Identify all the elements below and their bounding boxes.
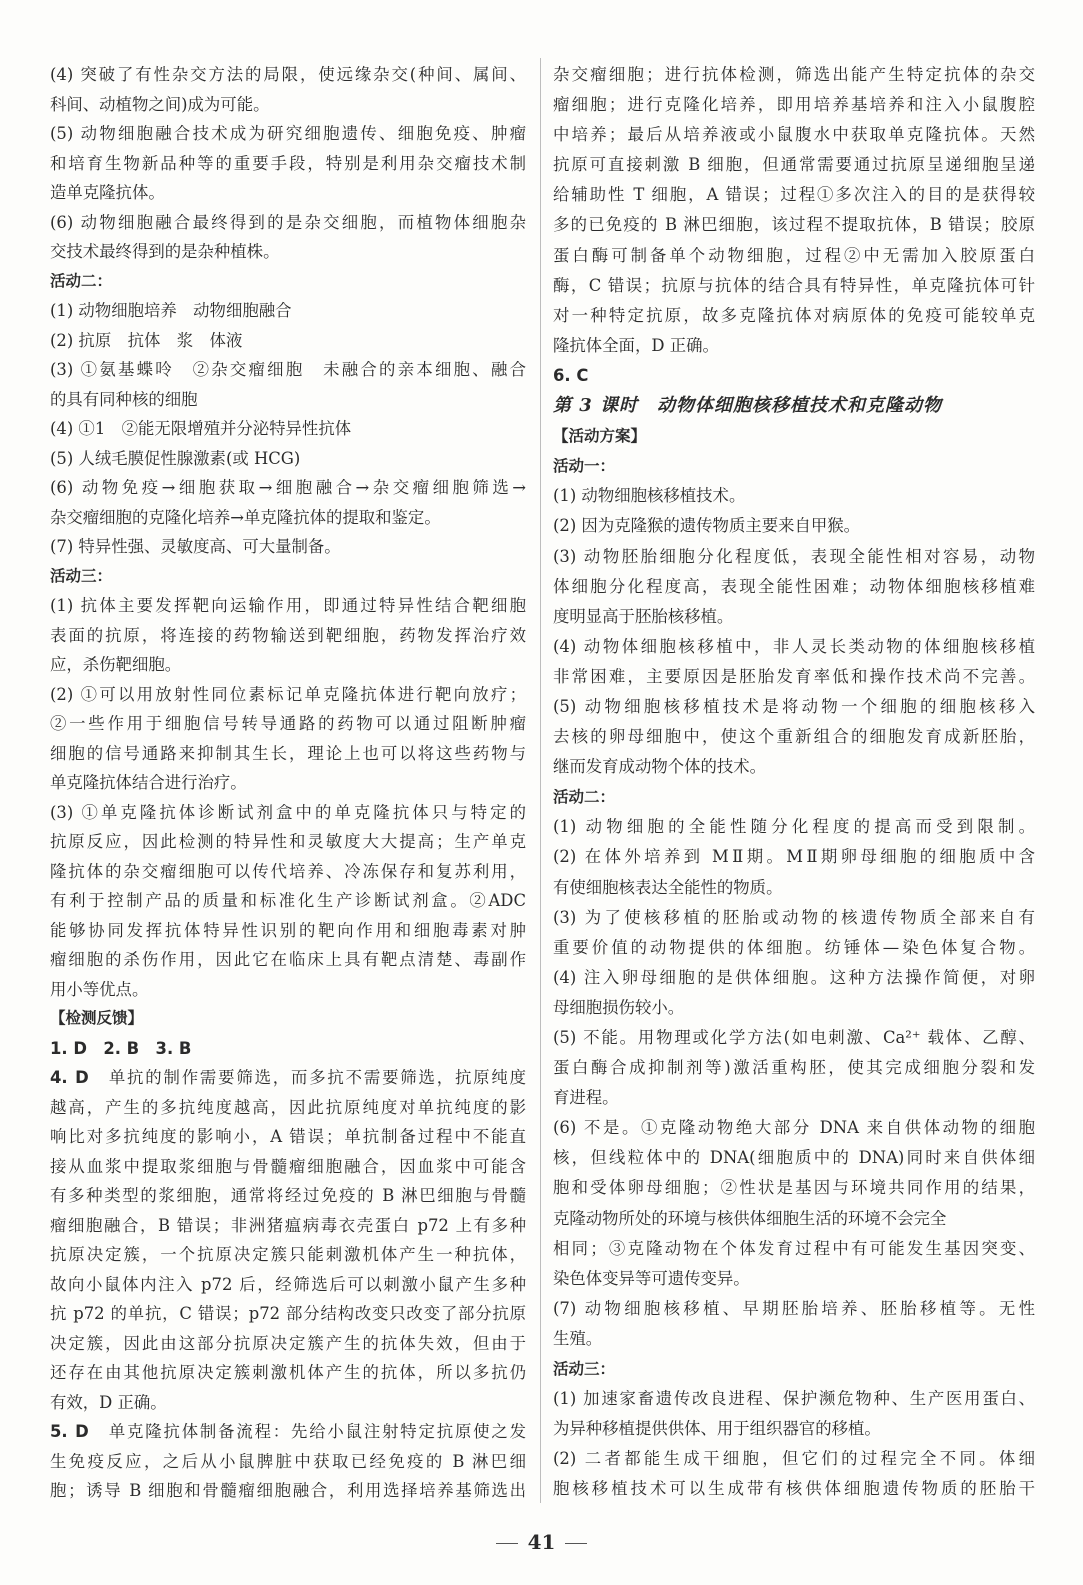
dash-right — [565, 1543, 587, 1544]
text-line: (2) 在体外培养到 MⅡ期。MⅡ期卵母细胞的细胞质中含 — [553, 847, 1035, 867]
text-line: 有效，D 正确。 — [50, 1392, 167, 1412]
text-line: (2) 二者都能生成干细胞，但它们的过程完全不同。体细 — [553, 1449, 1035, 1469]
text-line: (3) ①氨基蝶呤 ②杂交瘤细胞 未融合的亲本细胞、融合 — [50, 360, 526, 379]
answer-key: 6. C — [553, 365, 589, 385]
text-line: 单克隆抗体结合进行治疗。 — [50, 773, 247, 792]
answer-line — [553, 361, 1035, 391]
text-line: 造单克隆抗体。 — [50, 183, 165, 202]
text-line: (5) 人绒毛膜促性腺激素(或 HCG) — [50, 448, 301, 468]
text-line: 隆抗体的杂交瘤细胞可以传代培养、冷冻保存和复苏利用， — [50, 861, 526, 881]
text-line: 胞；诱导 B 细胞和骨髓瘤细胞融合，利用选择培养基筛选出 — [50, 1481, 526, 1500]
column-divider — [540, 58, 541, 1503]
text-line: (6) 动物免疫→细胞获取→细胞融合→杂交瘤细胞筛选→ — [50, 478, 526, 497]
text-line: 对一种特定抗原，故多克隆抗体对病原体的免疫可能较单克 — [553, 305, 1035, 325]
text-line: 染色体变异等可遗传变异。 — [553, 1268, 750, 1288]
text-line: 还存在由其他抗原决定簇刺激机体产生的抗体，所以多抗仍 — [50, 1363, 526, 1382]
text-line: 能够协同发挥抗体特异性识别的靶向作用和细胞毒素对肿 — [50, 920, 526, 940]
left-column — [50, 60, 526, 1506]
text-line: ②一些作用于细胞信号转导通路的药物可以通过阻断肿瘤 — [50, 714, 526, 733]
text-line: (1) 加速家畜遗传改良进程、保护濒危物种、生产医用蛋白、 — [553, 1389, 1035, 1409]
text-line: (6) 动物细胞融合最终得到的是杂交细胞，而植物体细胞杂 — [50, 212, 526, 232]
text-line: 抗原决定簇，一个抗原决定簇只能刺激机体产生一种抗体， — [50, 1245, 526, 1264]
answer-key: 1. D 2. B 3. B — [50, 1038, 192, 1058]
text-line: 交技术最终得到的是杂种植株。 — [50, 242, 280, 261]
section-heading: 活动三： — [553, 1360, 616, 1379]
lesson-title: 第 3 课时 动物体细胞核移植技术和克隆动物 — [553, 395, 943, 417]
answer-line — [50, 1417, 526, 1447]
text-line: 瘤细胞融合，B 错误；非洲猪瘟病毒衣壳蛋白 p72 上有多种 — [50, 1215, 526, 1235]
answer-line — [50, 1063, 526, 1093]
text-line: (3) ①单克隆抗体诊断试剂盒中的单克隆抗体只与特定的 — [50, 802, 526, 822]
text-line: 蛋白酶可制备单个动物细胞，过程②中无需加入胶原蛋白 — [553, 245, 1035, 265]
text-line: 继而发育成动物个体的技术。 — [553, 757, 767, 777]
text-line: 抗原可直接刺激 B 细胞，但通常需要通过抗原呈递细胞呈递 — [553, 155, 1035, 175]
text-line: 有使细胞核表达全能性的物质。 — [553, 877, 783, 897]
text-line: 育进程。 — [553, 1088, 619, 1108]
section-heading: 活动二： — [553, 788, 616, 807]
text-line: 相同；③克隆动物在个体发育过程中有可能发生基因突变、 — [553, 1238, 1035, 1258]
answer-key: 4. D — [50, 1068, 89, 1087]
text-line: (1) 动物细胞培养 动物细胞融合 — [50, 301, 292, 320]
text-line: (4) 动物体细胞核移植中，非人灵长类动物的体细胞核移植 — [553, 636, 1035, 656]
text-line: (5) 动物细胞核移植技术是将动物一个细胞的细胞核移入 — [553, 696, 1035, 716]
text-line: 重要价值的动物提供的体细胞。纺锤体—染色体复合物。 — [553, 937, 1035, 957]
text-line: 去核的卵母细胞中，使这个重新组合的细胞发育成新胚胎， — [553, 727, 1035, 747]
text-line: 科间、动植物之间)成为可能。 — [50, 94, 270, 114]
text-line: 蛋白酶合成抑制剂等)激活重构胚，使其完成细胞分裂和发 — [553, 1058, 1035, 1078]
text-line: 中培养；最后从培养液或小鼠腹水中获取单克隆抗体。天然 — [553, 125, 1035, 145]
text-line: 抗 p72 的单抗，C 错误；p72 部分结构改变只改变了部分抗原 — [50, 1304, 526, 1323]
text-line: (7) 特异性强、灵敏度高、可大量制备。 — [50, 537, 341, 556]
text-line: 体细胞分化程度高，表现全能性困难；动物体细胞核移植难 — [553, 576, 1035, 596]
text-line: 细胞的信号通路来抑制其生长，理论上也可以将这些药物与 — [50, 743, 526, 763]
text-line: (1) 抗体主要发挥靶向运输作用，即通过特异性结合靶细胞 — [50, 596, 526, 615]
text-line: (5) 不能。用物理或化学方法(如电刺激、Ca²⁺ 载体、乙醇、 — [553, 1028, 1035, 1047]
page-footer — [0, 1530, 1083, 1554]
answer-explanation: 单克隆抗体制备流程：先给小鼠注射特定抗原使之发 — [88, 1422, 526, 1441]
text-line: (4) ①1 ②能无限增殖并分泌特异性抗体 — [50, 419, 352, 438]
text-line: 为异种移植提供供体、用于组织器官的移植。 — [553, 1419, 881, 1439]
text-line: 有多种类型的浆细胞，通常将经过免疫的 B 淋巴细胞与骨髓 — [50, 1186, 526, 1205]
text-line: 酶，C 错误；抗原与抗体的结合具有特异性，单克隆抗体可针 — [553, 275, 1035, 295]
text-line: 应，杀伤靶细胞。 — [50, 655, 182, 674]
text-line: 和培育生物新品种等的重要手段，特别是利用杂交瘤技术制 — [50, 153, 526, 173]
text-line: 非常困难，主要原因是胚胎发育率低和操作技术尚不完善。 — [553, 666, 1035, 686]
answer-line — [50, 1034, 526, 1064]
text-line: (2) 抗原 抗体 浆 体液 — [50, 330, 243, 350]
right-column — [553, 60, 1035, 1505]
text-line: (6) 不是。①克隆动物绝大部分 DNA 来自供体动物的细胞 — [553, 1118, 1035, 1138]
text-line: (4) 注入卵母细胞的是供体细胞。这种方法操作简便，对卵 — [553, 967, 1035, 987]
text-line: 瘤细胞的杀伤作用，因此它在临床上具有靶点清楚、毒副作 — [50, 950, 526, 969]
text-line: 有利于控制产品的质量和标准化生产诊断试剂盒。②ADC — [50, 891, 526, 910]
text-line: 核，但线粒体中的 DNA(细胞质中的 DNA)同时来自供体细 — [553, 1148, 1035, 1168]
answer-key: 5. D — [50, 1422, 89, 1441]
text-line: 用小等优点。 — [50, 979, 149, 999]
text-line: 响比对多抗纯度的影响小，A 错误；单抗制备过程中不能直 — [50, 1127, 526, 1146]
answer-explanation: 单抗的制作需要筛选，而多抗不需要筛选，抗原纯度 — [88, 1068, 526, 1087]
text-line: 杂交瘤细胞的克隆化培养→单克隆抗体的提取和鉴定。 — [50, 507, 441, 527]
text-line: 的具有同种核的细胞 — [50, 389, 198, 409]
text-line: 母细胞损伤较小。 — [553, 997, 685, 1017]
text-line: 决定簇，因此由这部分抗原决定簇产生的抗体失效，但由于 — [50, 1333, 526, 1353]
section-heading: 【活动方案】 — [553, 427, 647, 446]
dash-left — [496, 1543, 518, 1544]
text-line: 越高，产生的多抗纯度越高，因此抗原纯度对单抗纯度的影 — [50, 1097, 526, 1117]
section-heading: 活动三： — [50, 566, 113, 585]
text-line: 生殖。 — [553, 1328, 603, 1348]
text-line: 生免疫反应，之后从小鼠脾脏中获取已经免疫的 B 淋巴细 — [50, 1451, 526, 1471]
text-line: 故向小鼠体内注入 p72 后，经筛选后可以刺激小鼠产生多种 — [50, 1274, 526, 1294]
section-heading: 活动二： — [50, 271, 113, 290]
text-line: 抗原反应，因此检测的特异性和灵敏度大大提高；生产单克 — [50, 832, 526, 851]
text-line: (2) ①可以用放射性同位素标记单克隆抗体进行靶向放疗； — [50, 684, 526, 704]
text-line: (2) 因为克隆猴的遗传物质主要来自甲猴。 — [553, 516, 861, 536]
text-line: 胞和受体卵母细胞；②性状是基因与环境共同作用的结果， — [553, 1178, 1035, 1198]
text-line: (4) 突破了有性杂交方法的局限，使远缘杂交(种间、属间、 — [50, 65, 526, 84]
text-line: 杂交瘤细胞；进行抗体检测，筛选出能产生特定抗体的杂交 — [553, 65, 1035, 84]
text-line: (5) 动物细胞融合技术成为研究细胞遗传、细胞免疫、肿瘤 — [50, 124, 526, 143]
text-line: 度明显高于胚胎核移植。 — [553, 606, 734, 626]
text-line: (7) 动物细胞核移植、早期胚胎培养、胚胎移植等。无性 — [553, 1298, 1035, 1318]
text-line: (1) 动物细胞的全能性随分化程度的提高而受到限制。 — [553, 817, 1035, 837]
text-line: (3) 为了使核移植的胚胎或动物的核遗传物质全部来自有 — [553, 907, 1035, 927]
text-line: 瘤细胞；进行克隆化培养，即用培养基培养和注入小鼠腹腔 — [553, 95, 1035, 115]
text-line: 接从血浆中提取浆细胞与骨髓瘤细胞融合，因血浆中可能含 — [50, 1156, 526, 1176]
section-heading: 【检测反馈】 — [50, 1009, 144, 1027]
page-number: 41 — [527, 1530, 556, 1554]
text-line: 表面的抗原，将连接的药物输送到靶细胞，药物发挥治疗效 — [50, 625, 526, 645]
text-line: 多的已免疫的 B 淋巴细胞，该过程不提取抗体，B 错误；胶原 — [553, 215, 1035, 235]
text-line: 给辅助性 T 细胞，A 错误；过程①多次注入的目的是获得较 — [553, 185, 1035, 205]
text-line: (3) 动物胚胎细胞分化程度低，表现全能性相对容易，动物 — [553, 546, 1035, 566]
text-line: 胞核移植技术可以生成带有核供体细胞遗传物质的胚胎干 — [553, 1479, 1035, 1499]
text-line: 隆抗体全面，D 正确。 — [553, 335, 719, 355]
text-line: (1) 动物细胞核移植技术。 — [553, 486, 746, 506]
text-line: 克隆动物所处的环境与核供体细胞生活的环境不会完全 — [553, 1208, 947, 1228]
section-heading: 活动一： — [553, 457, 616, 476]
